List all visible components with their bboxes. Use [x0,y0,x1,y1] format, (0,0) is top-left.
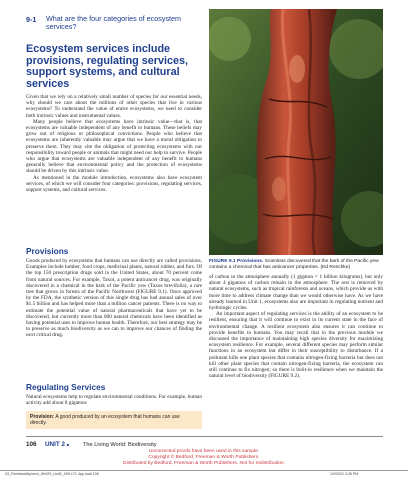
watermark-line-2: Copyright © Bedford, Freeman & Worth Publishers. [148,455,260,460]
footer-separator: ■ [66,442,70,447]
unit-title: The Living World: Biodiversity [83,441,157,448]
slug-date: 10/03/21 3:26 PM [330,472,359,476]
right-paragraph-1: of carbon to the atmosphere annually (1 gigaton = 1 billion kilograms), but only about 4 gigatons of carbon remain in the atmosphere. The rest is removed by natural ecosystems, such as tropical rainforests and oceans, which provide us with more time to address climate change than we would otherwise have. As we have already learned in Unit 1, ecosystems also are important in regulating nutrient and hydrologic cycles. [209,274,383,312]
section-number: 9-1 [26,15,37,24]
provisions-paragraph: Goods produced by ecosystems that humans can use directly are called provisions. Examples include lumber, food crops, medicinal plants, natural rubber, and furs. Of the top 150 prescription drugs sold in the United States, about 70 percent come from natural sources. For example, Taxol, a potent anticancer drug, was originally discovered in a chemical in the bark of the Pacific yew (Taxus brevifolia), a rare tree that grows in forests of the Pacific Northwest (FIGURE 9.1). Once approved by the FDA, the synthetic version of this single drug has had annual sales of over $1.5 billion and has helped more than a million cancer patients. There is no way to estimate the potential value of natural pharmaceuticals that have yet to be discovered, but currently more than 800 natural chemicals have been identified as having potential uses to improve human health. Therefore, our best strategy may be to preserve as much biodiversity as we can to improve our chances of finding the next critical drug. [26,258,202,339]
unit-label [45,441,69,448]
regulating-heading: Regulating Services [26,382,106,392]
figure-label: FIGURE 9.1 [209,259,236,264]
watermark-line-3: Distributed by Bedford, Freeman & Worth Publishers. Not for redistribution. [123,461,285,466]
provisions-heading: Provisions [26,246,69,256]
right-paragraph-2: An important aspect of regulating services is the ability of an ecosystem to be resilient, ensuring that it will continue to exist in its current state in the face of environmental change. A resilient ecosystem also ensures it can continue to provide benefits to humans. You may recall that in the previous module we discussed the importance of maintaining high species diversity for maximizing ecosystem resilience. For example, several different species may perform similar functions in an ecosystem but differ in their susceptibility to disturbance. If a pollutant kills one plant species that contains nitrogen-fixing bacteria but does not kill other plant species that contain nitrogen-fixing bacteria, the ecosystem can still continue to fix nitrogen; so there is built-in resilience when we maintain the natural level of biodiversity (FIGURE 9.2). [209,311,383,380]
pacific-yew-photo [209,9,383,255]
intro-paragraph-3: As mentioned in the module introduction, ecosystems also have ecosystem services, of which we will consider four categories: provisions, regulating services, support systems, and cultural services. [26,174,202,194]
figure-caption-title: Provisions. [237,259,264,264]
regulating-paragraph: Natural ecosystems help to regulate environmental conditions. For example, human activity add about 8 gigatons [26,394,202,407]
callout-definition: A good produced by an ecosystem that humans can use directly. [30,414,180,426]
watermark-line-1: Uncorrected proofs have been used in this sample. [148,449,260,454]
page-number: 106 [26,441,37,448]
intro-paragraph-1: Given that we rely on a relatively small number of species for our essential needs, why should we care about the millions of other species that live in various ecosystems? To understand the value of entire ecosystems, we need to consider both intrinsic values and instrumental values. [26,94,202,119]
footer-rule [26,436,383,437]
callout-term: Provision [30,414,53,420]
definition-callout [26,411,202,429]
callout-colon: : [52,414,56,420]
right-column-text [209,274,383,379]
figure-caption [209,259,383,271]
intro-text [26,94,202,193]
intro-paragraph-2: Many people believe that ecosystems have intrinsic value—that is, that ecosystems are valuable independent of any benefit to humans. These beliefs may grow out of religious or philosophical convictions. People who believe that ecosystems are inherently valuable may argue that we have a moral obligation to preserve them. They may cite the obligation of protecting ecosystems with our responsibility toward people or animals that might need our help to survive. People who argue that ecosystems are valuable independent of any benefit to humans generally believe that environmental policy and the protection of ecosystems should be driven by this intrinsic value. [26,118,202,175]
section-question: What are the four categories of ecosystem services? [46,14,182,32]
figure-caption-text: Scientists discovered that the bark of the Pacific yew contains a chemical that has anticancer properties. (Ed Reschke) [209,259,379,270]
unit-name: UNIT 2 [45,441,65,448]
slug-file: 03_FriedlandAlp/envi_Hh029_Unit2_099-171 4pp.indd 106 [5,472,99,476]
yew-bark-illustration [209,9,383,255]
section-title: Ecosystem services include provisions, regulating services, support systems, and cultural services [26,43,189,90]
